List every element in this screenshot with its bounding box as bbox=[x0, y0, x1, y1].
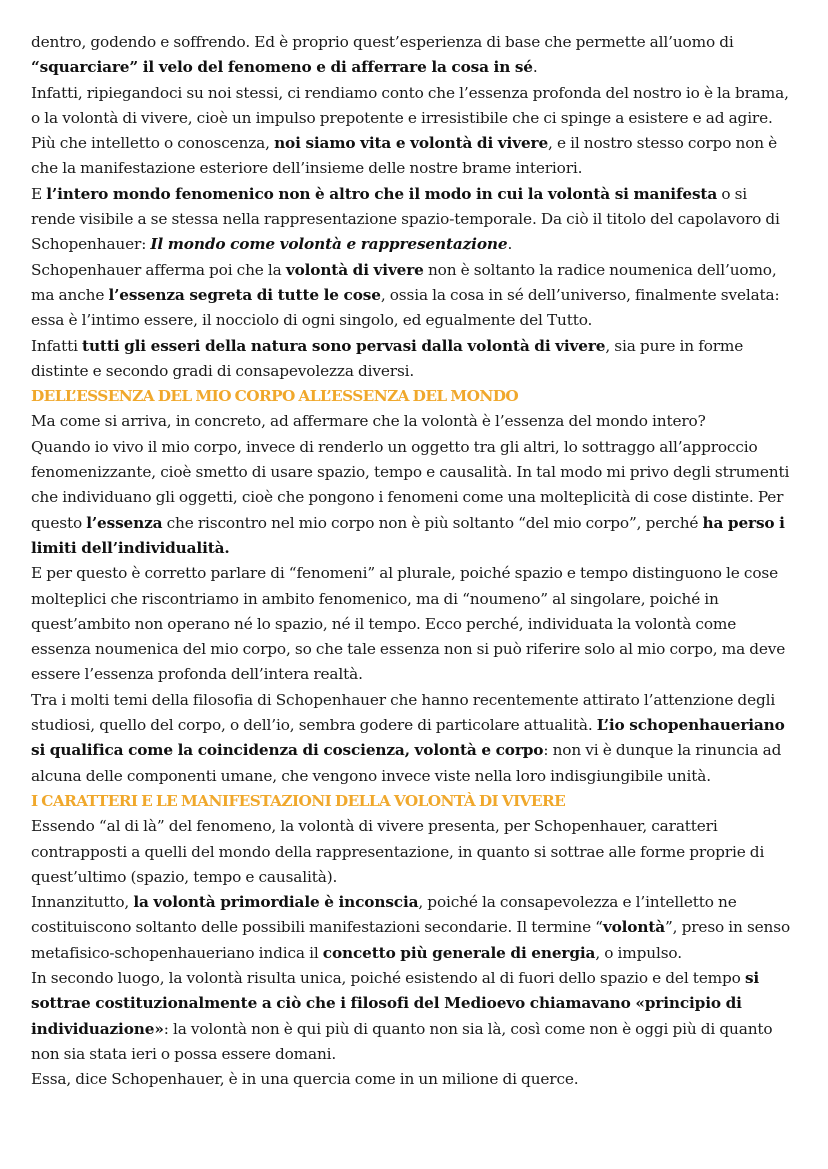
paragraph bbox=[31, 334, 794, 385]
text-run: , ossia la cosa in sé dell’universo, finalmente svelata: essa è l’intimo essere, il nocciolo di ogni singolo, ed egualmente del Tutto. bbox=[31, 285, 780, 330]
text-run: Infatti bbox=[31, 336, 83, 355]
text-run: ”, preso in senso metafisico-schopenhaueriano indica il bbox=[31, 918, 791, 962]
bold-text: l’essenza bbox=[86, 513, 163, 532]
text-run: . bbox=[507, 235, 513, 254]
paragraph bbox=[31, 409, 794, 434]
text-run: Ma come si arriva, in concreto, ad affermare che la volontà è l’essenza del mondo intero? bbox=[31, 412, 706, 431]
paragraph bbox=[31, 814, 794, 890]
text-run: : non vi è dunque la rinuncia ad alcuna delle componenti umane, che vengono invece viste nella loro indisgiungibile unità. bbox=[31, 741, 782, 785]
paragraph bbox=[31, 561, 794, 687]
bold-text: concetto più generale di energia bbox=[322, 943, 596, 962]
text-run: Tra i molti temi della filosofia di Schopenhauer che hanno recentemente attirato l’attenzione degli studiosi, quello del corpo, o dell’io, sembra godere di particolare attualità. bbox=[31, 690, 776, 735]
text-run: Essendo “al di là” del fenomeno, la volontà di vivere presenta, per Schopenhauer, caratteri contrapposti a quelli del mondo della rappresentazione, in quanto si sottrae alle forme proprie di quest’ultimo (spazio, tempo e causalità). bbox=[31, 817, 765, 886]
text-run: non è soltanto la radice noumenica dell’uomo, ma anche bbox=[31, 260, 777, 304]
bold-text: ha perso i limiti dell’individualità. bbox=[31, 513, 785, 557]
text-run: . bbox=[532, 58, 538, 77]
bold-text: “squarciare” il velo del fenomeno e di afferrare la cosa in sé bbox=[31, 58, 533, 77]
text-run: , poiché la consapevolezza e l’intelletto ne costituiscono soltanto delle possibili manifestazioni secondarie. Il termine “ bbox=[31, 893, 737, 937]
bold-text: volontà bbox=[602, 918, 666, 937]
text-run: E bbox=[31, 184, 47, 203]
text-run: Essa, dice Schopenhauer, è in una quercia come in un milione di querce. bbox=[31, 1070, 579, 1089]
paragraph bbox=[31, 435, 794, 561]
text-run: E per questo è corretto parlare di “fenomeni” al plurale, poiché spazio e tempo distinguono le cose molteplici che riscontriamo in ambito fenomenico, ma di “noumeno” al singolare, poiché in quest’ambito non operano né lo spazio, né il tempo. Ecco perché, individuata la volontà come essenza noumenica del mio corpo, so che tale essenza non si può riferire solo al mio corpo, ma deve essere l’essenza profonda dell’intera realtà. bbox=[31, 564, 786, 684]
text-run: dentro, godendo e soffrendo. Ed è proprio quest’esperienza di base che permette all’uomo di bbox=[31, 33, 734, 51]
text-run: In secondo luogo, la volontà risulta unica, poiché esistendo al di fuori dello spazio e del tempo bbox=[31, 968, 745, 987]
bold-text bbox=[150, 235, 507, 253]
text-run: o si rende visibile a se stessa nella rappresentazione spazio-temporale. Da ciò il titolo del capolavoro di Schopenhauer: bbox=[31, 184, 780, 254]
bold-text: l’intero mondo fenomenico non è altro che il modo in cui la volontà si manifesta bbox=[46, 184, 718, 203]
text-run: , sia pure in forme distinte e secondo gradi di consapevolezza diversi. bbox=[31, 336, 744, 380]
bold-text: tutti gli esseri della natura sono pervasi dalla volontà di vivere bbox=[82, 336, 606, 355]
text-run: Quando io vivo il mio corpo, invece di renderlo un oggetto tra gli altri, lo sottraggo all’approccio fenomenizzante, cioè smetto di usare spazio, tempo e causalità. In tal modo mi privo degli strumenti che individuano gli oggetti, cioè che pongono i fenomeni come una molteplicità di cose distinte. Per questo bbox=[31, 437, 790, 532]
bold-text: si sottrae costituzionalmente a ciò che i filosofi del Medioevo chiamavano «principio di individuazione» bbox=[31, 968, 760, 1038]
text-run: , o impulso. bbox=[595, 943, 682, 962]
text-run: Infatti, ripiegandoci su noi stessi, ci rendiamo conto che l’essenza profonda del nostro io è la brama, o la volontà di vivere, cioè un impulso prepotente e irresistibile che ci spinge a esistere e ad agire. Più che intelletto o conoscenza, bbox=[31, 83, 789, 153]
italic-text: Il mondo come volontà e rappresentazione bbox=[150, 235, 508, 254]
section-heading: DELL’ESSENZA DEL MIO CORPO ALL’ESSENZA DEL MONDO bbox=[31, 387, 519, 406]
text-run: , e il nostro stesso corpo non è che la manifestazione esteriore dell’insieme delle nostre brame interiori. bbox=[31, 134, 778, 178]
paragraph bbox=[31, 182, 794, 258]
bold-text: noi siamo vita e volontà di vivere bbox=[274, 134, 549, 153]
paragraph bbox=[31, 966, 794, 1067]
document-body bbox=[31, 30, 794, 1092]
paragraph bbox=[31, 688, 794, 789]
bold-text: l’essenza segreta di tutte le cose bbox=[108, 285, 381, 304]
text-run: che riscontro nel mio corpo non è più soltanto “del mio corpo”, perché bbox=[162, 513, 703, 532]
text-run: Innanzitutto, bbox=[31, 893, 134, 912]
bold-text: L’io schopenhaueriano si qualifica come la coincidenza di coscienza, volontà e corpo bbox=[31, 716, 785, 760]
paragraph bbox=[31, 30, 794, 81]
text-run: Schopenhauer afferma poi che la bbox=[31, 260, 286, 279]
text-run: : la volontà non è qui più di quanto non sia là, così come non è oggi più di quanto non sia stata ieri o possa essere domani. bbox=[31, 1019, 773, 1063]
bold-text: la volontà primordiale è inconscia bbox=[133, 893, 419, 912]
paragraph bbox=[31, 81, 794, 182]
paragraph bbox=[31, 1067, 794, 1092]
bold-text: volontà di vivere bbox=[285, 260, 424, 279]
section-heading: I CARATTERI E LE MANIFESTAZIONI DELLA VOLONTÀ DI VIVERE bbox=[31, 791, 566, 810]
paragraph bbox=[31, 890, 794, 966]
paragraph bbox=[31, 258, 794, 334]
